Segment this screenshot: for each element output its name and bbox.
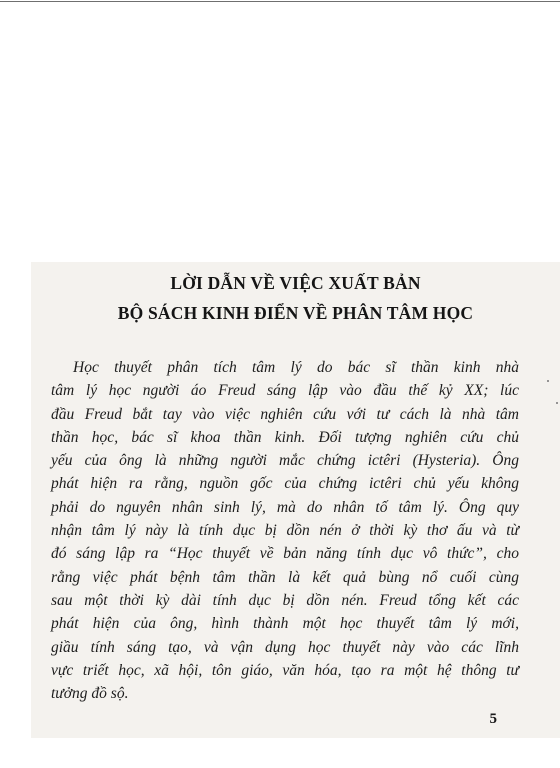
scan-speck [556,402,558,404]
paragraph-line: sau một thời kỳ dài tính dục bị dồn nén. Freud tổng kết các [51,591,519,609]
paragraph-line: yếu của ông là những người mắc chứng ictêri (Hysteria). Ông [51,452,519,470]
paragraph-line: Học thuyết phân tích tâm lý do bác sĩ thần kinh nhà [73,359,519,376]
paragraph-line: tâm lý học người áo Freud sáng lập vào đầu thế kỷ XX; lúc [51,382,519,400]
paragraph-line: phát hiện của ông, hình thành một học thuyết tâm lý mới, [51,615,519,633]
paragraph-line: thần học, bác sĩ khoa thần kinh. Đối tượng nghiên cứu chủ [51,428,519,446]
paragraph-line: tưởng đồ sộ. [51,685,129,703]
paragraph-line: rằng việc phát bệnh tâm thần là kết quả bùng nổ cuối cùng [51,568,519,586]
top-border-line [0,1,560,2]
paragraph-line: đó sáng lập ra “Học thuyết về bản năng tính dục vô thức”, cho [51,545,519,563]
paragraph-line: giầu tính sáng tạo, và vận dụng học thuyết này vào các lĩnh [51,638,519,656]
paragraph-line: nhận tâm lý này là tính dục bị dồn nén ở thời kỳ thơ ấu và từ [51,522,519,540]
paragraph-line: đầu Freud bắt tay vào việc nghiên cứu với tư cách là nhà tâm [51,405,519,423]
heading-line-2: BỘ SÁCH KINH ĐIỂN VỀ PHÂN TÂM HỌC [117,303,474,323]
page-number: 5 [489,711,497,727]
paragraph-line: phải do nguyên nhân sinh lý, mà do nhân tố tâm lý. Ông quy [51,498,519,516]
book-page [31,262,560,738]
paragraph-line: vực triết học, xã hội, tôn giáo, văn hóa, tạo ra một hệ thông tư [51,661,519,679]
scan-speck [547,380,549,382]
heading-line-1: LỜI DẪN VỀ VIỆC XUẤT BẢN [170,273,421,293]
body-paragraph [51,356,519,705]
paragraph-line: phát hiện ra rằng, nguồn gốc của chứng ictêri chủ yếu không [51,475,519,493]
